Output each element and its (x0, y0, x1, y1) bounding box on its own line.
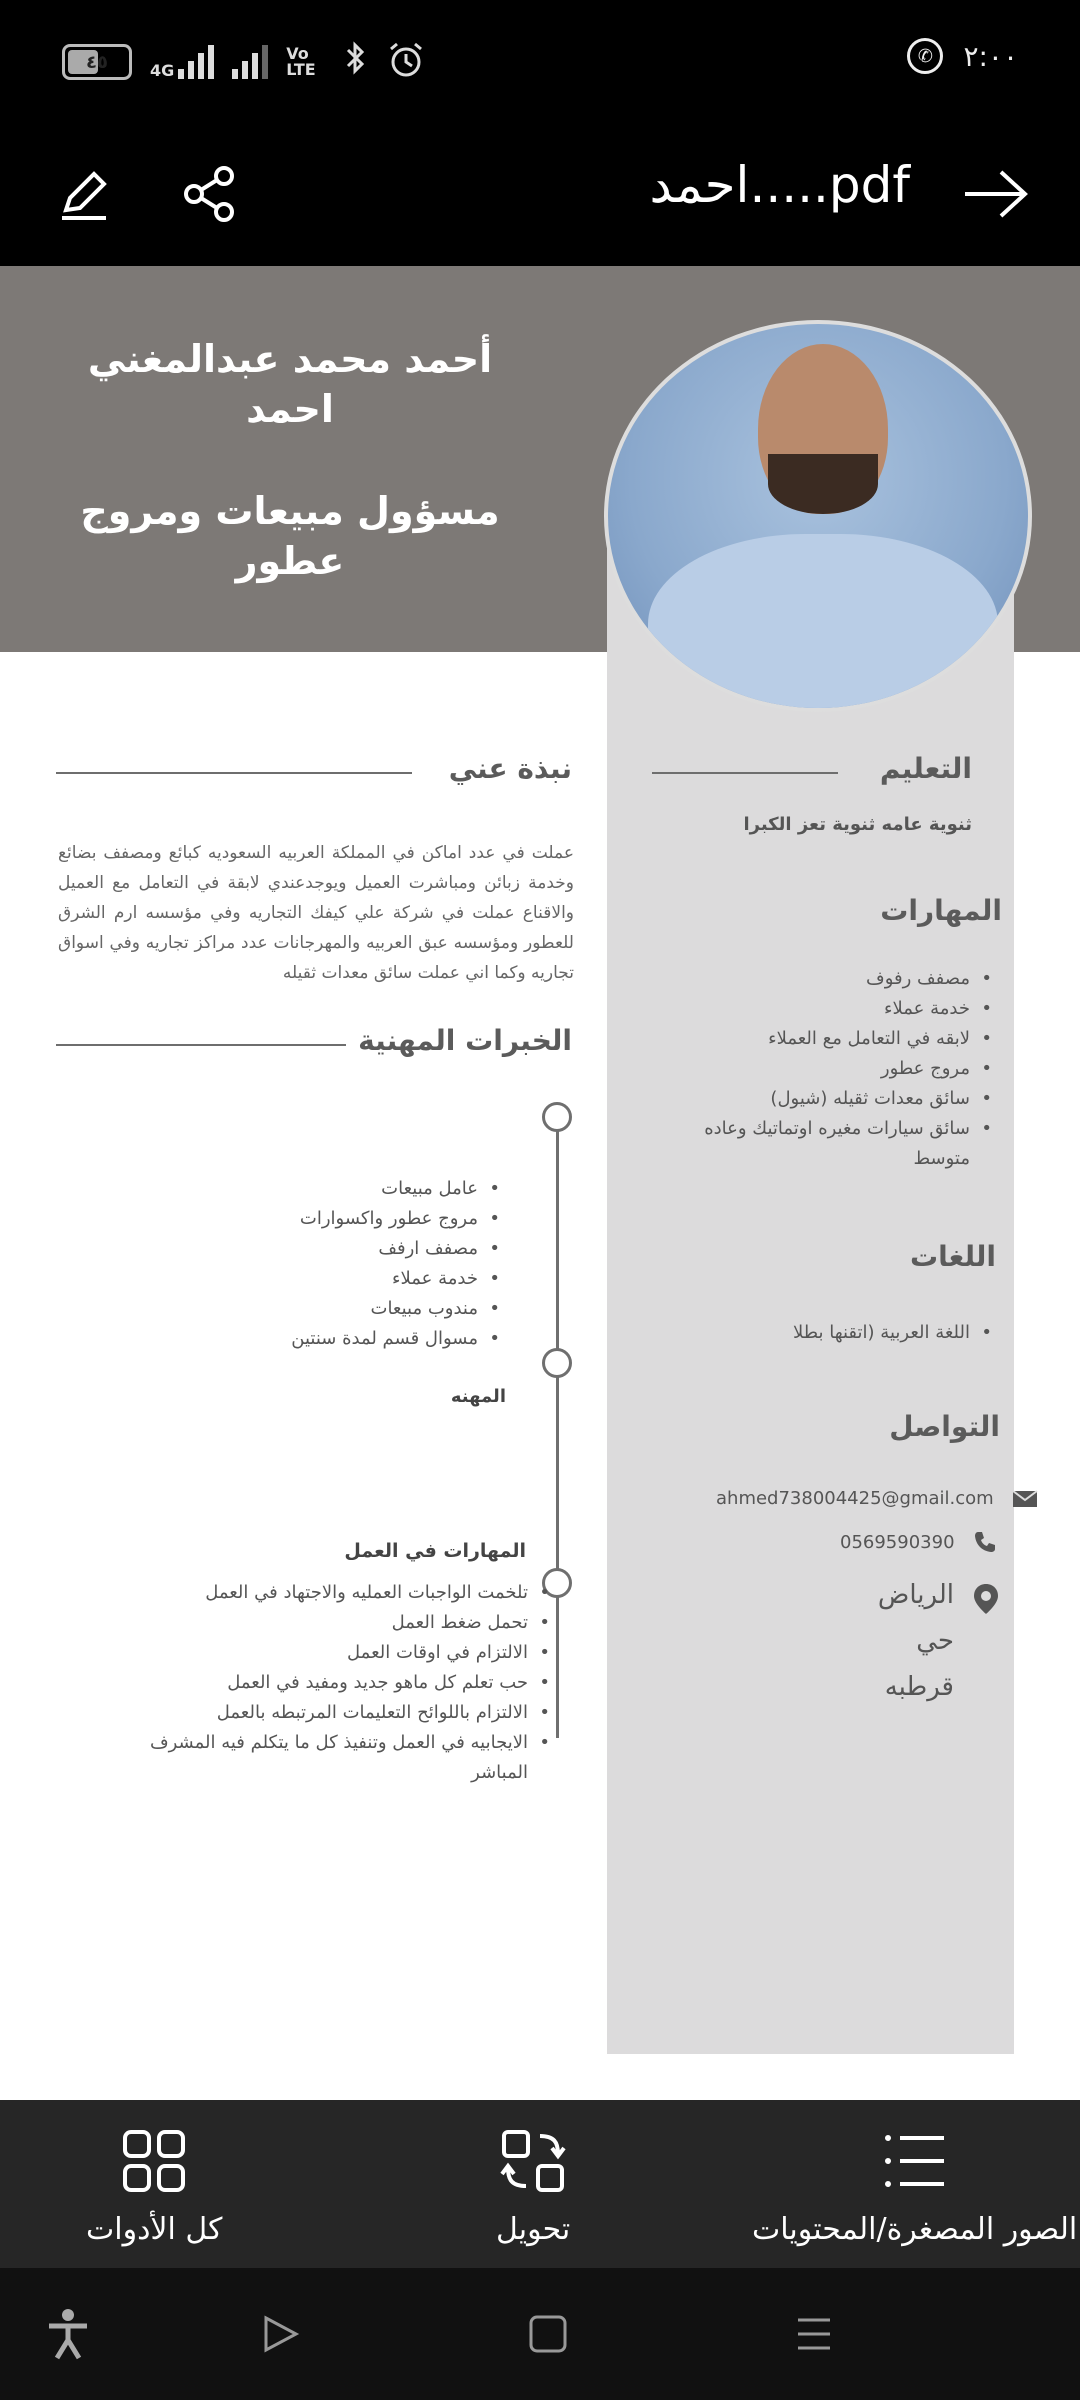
play-icon (260, 2314, 300, 2354)
all-tools-label: كل الأدوات (86, 2212, 223, 2247)
phone-text: 0569590390 (840, 1531, 955, 1553)
document-title: احمد.....pdf (649, 156, 910, 214)
volte-icon: Vo LTE (286, 44, 316, 79)
experience-title: الخبرات المهنية (358, 1024, 572, 1057)
phone-icon (973, 1530, 997, 1554)
system-nav-bar (0, 2268, 1080, 2400)
thumbnails-label: الصور المصغرة/المحتويات (752, 2212, 1078, 2247)
experience-item: • خدمة عملاء (220, 1264, 500, 1294)
skill-item: • مروج عطور (700, 1054, 992, 1084)
work-skill-item: • حب تعلم كل ماهو جديد ومفيد في العمل (132, 1668, 550, 1698)
experience-list (220, 1174, 500, 1354)
skill-item: • سائق معدات ثقيله (شيول) (700, 1084, 992, 1114)
status-bar (0, 0, 1080, 122)
grid-icon (121, 2128, 187, 2194)
timeline-dot (542, 1348, 572, 1378)
battery-level: ٤٥ (86, 51, 108, 73)
bottom-toolbar (0, 2100, 1080, 2268)
work-skills-list (132, 1578, 550, 1788)
menu-icon (794, 2314, 834, 2354)
pencil-icon (54, 164, 114, 224)
signal-icon (232, 45, 268, 79)
address-district: حي قرطبه (884, 1626, 954, 1702)
accessibility-button[interactable] (38, 2304, 98, 2364)
mail-icon (1012, 1489, 1038, 1509)
alarm-icon (386, 40, 426, 84)
edit-button[interactable] (42, 152, 126, 236)
home-button[interactable] (518, 2304, 578, 2364)
app-bar (0, 122, 1080, 266)
work-skill-item: • تلخمت الواجبات العمليه والاجتهاد في العمل (132, 1578, 550, 1608)
back-button[interactable] (954, 152, 1038, 236)
profession-label: المهنه (450, 1386, 506, 1407)
battery-icon (62, 44, 132, 80)
thumbnails-button[interactable] (752, 2128, 1077, 2247)
languages-list (700, 1318, 992, 1348)
contact-email[interactable] (716, 1488, 1038, 1509)
experience-item: • مندوب مبيعات (220, 1294, 500, 1324)
skill-item: • مصفف رفوف (700, 964, 992, 994)
experience-item: • مسوال قسم لمدة سنتين (220, 1324, 500, 1354)
resume-name: أحمد محمد عبدالمغني احمد (87, 337, 493, 431)
timeline-line (556, 1116, 559, 1738)
share-button[interactable] (168, 152, 252, 236)
convert-icon (500, 2128, 566, 2194)
bluetooth-icon (344, 40, 368, 85)
resume-job-title: مسؤول مبيعات ومروج عطور (80, 489, 500, 583)
work-skill-item: • الالتزام باللوائح التعليمات المرتبطه بالعمل (132, 1698, 550, 1728)
about-text: عملت في عدد اماكن في المملكة العربيه السعوديه كبائع ومصفف بضائع وخدمة زبائن ومباشرت العميل ويوجدعندي لابقة في التعامل مع العميل والاقناع عملت في شركة علي كيفك التجاريه وفي مؤسسه ارم الشرق للعطور ومؤسسه عبق العربيه والمهرجانات عدد مراكز تجاريه وفي اسواق تجاريه وكما اني عملت سائق معدات ثقيله (58, 843, 574, 983)
contact-phone[interactable] (840, 1530, 997, 1554)
whatsapp-icon: ✆ (907, 38, 943, 74)
status-time: ٢:٠٠ (963, 39, 1018, 73)
experience-item: • مروج عطور واكسوارات (220, 1204, 500, 1234)
square-icon (528, 2314, 568, 2354)
skill-item: • سائق سيارات مغيره اوتماتيك وعاده متوسط (700, 1114, 992, 1174)
recents-button[interactable] (784, 2304, 844, 2364)
about-title: نبذة عني (448, 752, 572, 785)
contact-address (844, 1572, 1000, 1710)
experience-item: • مصفف ارفف (220, 1234, 500, 1264)
education-title: التعليم (879, 752, 972, 785)
work-skills-title: المهارات في العمل (344, 1540, 526, 1562)
education-text: ثنوية عامه ثنوية تعز الكبرا (743, 814, 972, 835)
experience-item: • عامل مبيعات (220, 1174, 500, 1204)
email-text: ahmed738004425@gmail.com (716, 1488, 994, 1509)
all-tools-button[interactable] (86, 2128, 222, 2247)
contact-title: التواصل (889, 1410, 1000, 1443)
timeline-dot (542, 1102, 572, 1132)
pdf-page[interactable] (0, 266, 1080, 2100)
signal-4g-icon: 4G (150, 45, 214, 79)
assistant-button[interactable] (250, 2304, 310, 2364)
work-skill-item: • الالتزام في اوقات العمل (132, 1638, 550, 1668)
accessibility-icon (45, 2308, 91, 2360)
languages-title: اللغات (910, 1240, 996, 1273)
convert-label: تحويل (496, 2212, 571, 2247)
profile-photo (604, 320, 1032, 712)
skill-item: • لابقه في التعامل مع العملاء (700, 1024, 992, 1054)
work-skill-item: • تحمل ضغط العمل (132, 1608, 550, 1638)
skills-title: المهارات (880, 894, 1002, 927)
work-skill-item: • الايجابيه في العمل وتنفيذ كل ما يتكلم فيه المشرف المباشر (132, 1728, 550, 1788)
experience-divider (56, 1044, 346, 1046)
share-icon (178, 162, 242, 226)
arrow-right-icon (961, 164, 1031, 224)
language-item: • اللغة العربية (اتقنها بطلا (700, 1318, 992, 1348)
education-divider (652, 772, 838, 774)
skills-list (700, 964, 992, 1174)
about-divider (56, 772, 412, 774)
location-pin-icon (972, 1582, 1000, 1616)
convert-button[interactable] (496, 2128, 570, 2247)
address-city: الرياض (877, 1580, 954, 1610)
list-icon (882, 2128, 948, 2194)
skill-item: • خدمة عملاء (700, 994, 992, 1024)
